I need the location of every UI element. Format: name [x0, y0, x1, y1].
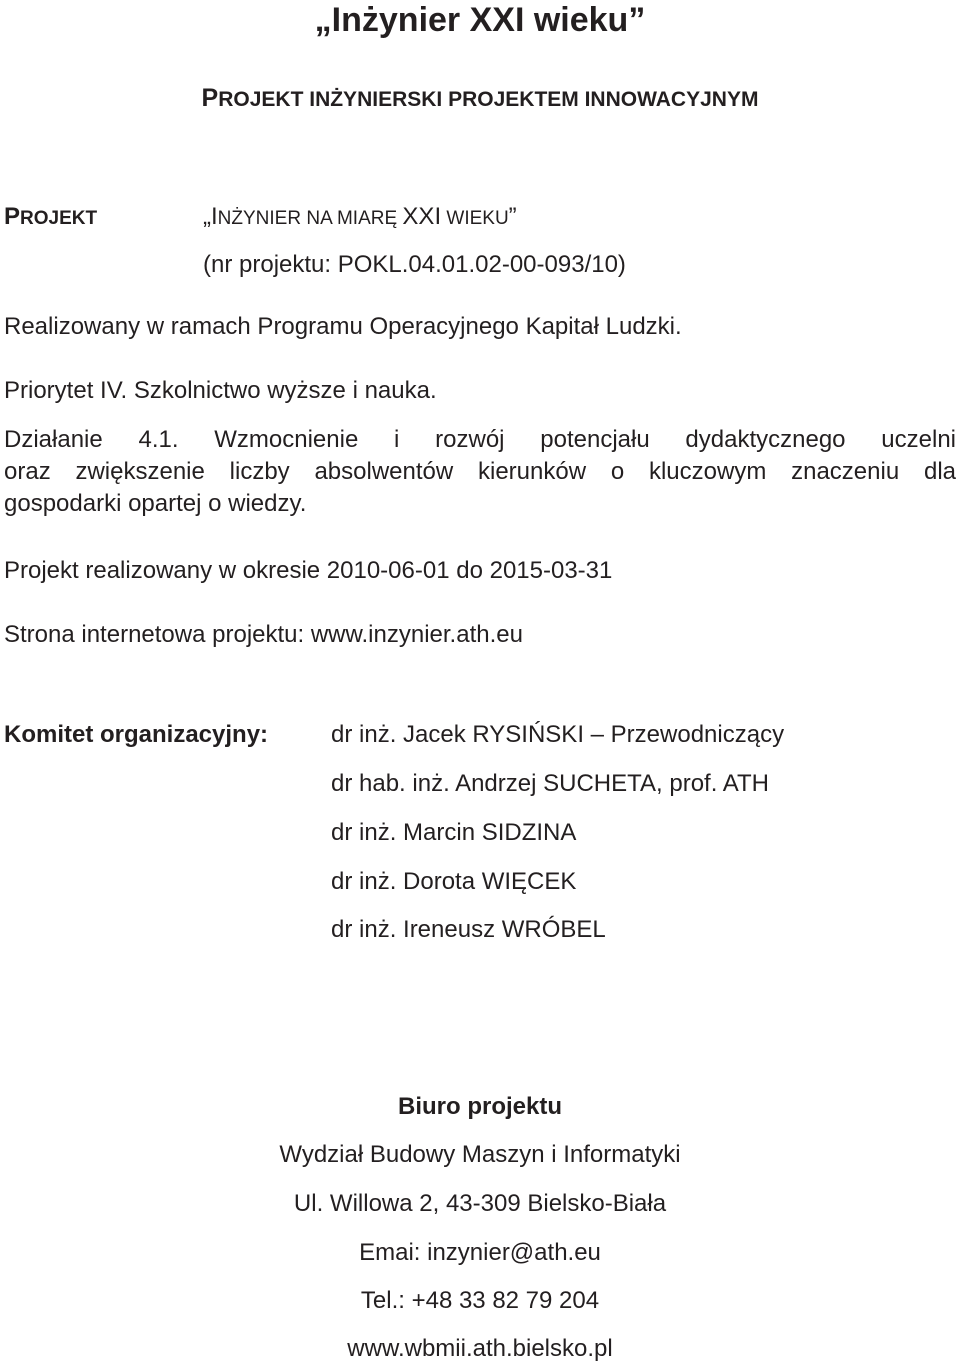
- action-paragraph: [4, 424, 956, 520]
- document-title: „Inżynier XXI wieku”: [314, 1, 646, 39]
- period-text: Projekt realizowany w okresie 2010-06-01 do 2015-03-31: [4, 557, 613, 584]
- project-name-close-quote: ”: [508, 203, 517, 230]
- action-line-1: Działanie 4.1. Wzmocnienie i rozwój potencjału dydaktycznego uczelni: [4, 426, 956, 453]
- project-name-part-2: WIEKU: [441, 208, 509, 229]
- office-phone: Tel.: +48 33 82 79 204: [360, 1287, 600, 1314]
- committee-label: Komitet organizacyjny:: [4, 721, 269, 748]
- website-text: Strona internetowa projektu: www.inzynier.ath.eu: [4, 621, 523, 648]
- office-address: Ul. Willowa 2, 43-309 Bielsko-Biała: [293, 1190, 667, 1217]
- action-line-2: oraz zwiększenie liczby absolwentów kierunków o kluczowym znaczeniu dla: [4, 458, 956, 485]
- project-name-open-quote: „: [203, 203, 211, 230]
- project-name: [203, 200, 517, 237]
- project-number: (nr projektu: POKL.04.01.02-00-093/10): [203, 251, 626, 278]
- committee-member: dr inż. Jacek RYSIŃSKI – Przewodniczący: [331, 721, 785, 748]
- committee-member: dr hab. inż. Andrzej SUCHETA, prof. ATH: [331, 770, 769, 797]
- priority-text: Priorytet IV. Szkolnictwo wyższe i nauka.: [4, 377, 437, 404]
- committee-member: dr inż. Ireneusz WRÓBEL: [331, 916, 606, 943]
- office-title: Biuro projektu: [397, 1093, 562, 1120]
- action-line-3: gospodarki opartej o wiedzy.: [4, 490, 307, 517]
- office-email: Emai: inzynier@ath.eu: [359, 1239, 601, 1266]
- committee-member: dr inż. Dorota WIĘCEK: [331, 868, 577, 895]
- subtitle-rest: ROJEKT INŻYNIERSKI PROJEKTEM INNOWACYJNYM: [218, 88, 759, 111]
- office-department: Wydział Budowy Maszyn i Informatyki: [279, 1141, 681, 1168]
- project-label-rest: ROJEKT: [20, 208, 98, 229]
- project-label-initial: P: [4, 203, 21, 230]
- project-name-part-1: NŻYNIER NA MIARĘ: [217, 208, 403, 229]
- subtitle-initial: P: [201, 84, 219, 112]
- office-website: www.wbmii.ath.bielsko.pl: [347, 1335, 613, 1362]
- project-label: [4, 200, 97, 237]
- committee-member: dr inż. Marcin SIDZINA: [331, 819, 577, 846]
- document-subtitle: [0, 80, 960, 118]
- project-name-initial: I: [211, 203, 218, 230]
- program-text: Realizowany w ramach Programu Operacyjnego Kapitał Ludzki.: [4, 313, 682, 340]
- project-name-xxi: XXI: [402, 203, 442, 230]
